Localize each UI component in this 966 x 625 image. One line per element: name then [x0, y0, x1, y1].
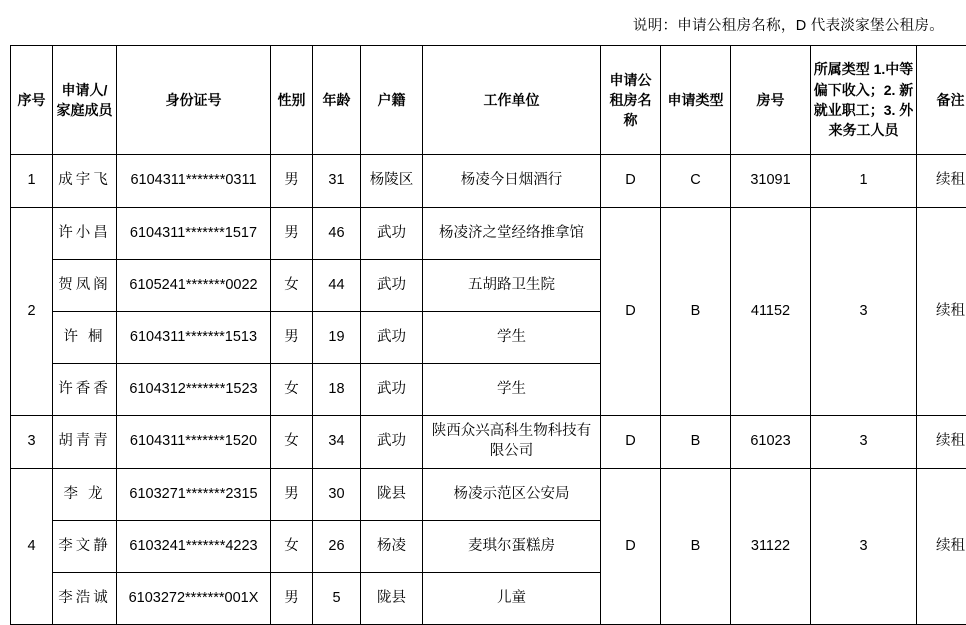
cell-name: 许小昌: [53, 208, 117, 260]
cell-apply-type: B: [661, 208, 731, 416]
table-row: [11, 155, 966, 208]
cell-age: 34: [313, 416, 361, 469]
cell-id: 6104312*******1523: [117, 364, 271, 416]
cell-id: 6103271*******2315: [117, 469, 271, 521]
cell-category: 3: [811, 416, 917, 469]
cell-hukou: 武功: [361, 260, 423, 312]
cell-work: 学生: [423, 312, 601, 364]
cell-name: 李浩诚: [53, 573, 117, 625]
cell-house-name: D: [601, 416, 661, 469]
cell-house-name: D: [601, 208, 661, 416]
table-container: [0, 45, 966, 625]
cell-remark: 续租: [917, 155, 966, 208]
applicant-table: [10, 45, 966, 625]
note-text: 说明：申请公租房名称，D 代表淡家堡公租房。: [0, 0, 966, 45]
cell-seq: 2: [11, 208, 53, 416]
cell-hukou: 武功: [361, 416, 423, 469]
cell-name: 贺凤阁: [53, 260, 117, 312]
cell-room-no: 31091: [731, 155, 811, 208]
cell-age: 44: [313, 260, 361, 312]
cell-sex: 男: [271, 208, 313, 260]
cell-age: 31: [313, 155, 361, 208]
cell-work: 五胡路卫生院: [423, 260, 601, 312]
cell-work: 麦琪尔蛋糕房: [423, 521, 601, 573]
header-sex: 性别: [271, 46, 313, 155]
cell-apply-type: C: [661, 155, 731, 208]
cell-name: 成宇飞: [53, 155, 117, 208]
cell-sex: 男: [271, 312, 313, 364]
cell-remark: 续租: [917, 416, 966, 469]
header-room-no: 房号: [731, 46, 811, 155]
cell-house-name: D: [601, 155, 661, 208]
cell-age: 5: [313, 573, 361, 625]
cell-name: 李文静: [53, 521, 117, 573]
header-remark: 备注: [917, 46, 966, 155]
cell-room-no: 61023: [731, 416, 811, 469]
cell-work: 杨凌今日烟酒行: [423, 155, 601, 208]
header-name: 申请人/家庭成员: [53, 46, 117, 155]
cell-id: 6103272*******001X: [117, 573, 271, 625]
cell-id: 6104311*******1517: [117, 208, 271, 260]
cell-seq: 1: [11, 155, 53, 208]
cell-sex: 女: [271, 260, 313, 312]
table-row: [11, 469, 966, 521]
cell-age: 30: [313, 469, 361, 521]
header-hukou: 户籍: [361, 46, 423, 155]
cell-remark: 续租: [917, 469, 966, 625]
cell-seq: 3: [11, 416, 53, 469]
cell-work: 儿童: [423, 573, 601, 625]
cell-age: 18: [313, 364, 361, 416]
header-id: 身份证号: [117, 46, 271, 155]
table-row: [11, 208, 966, 260]
cell-id: 6103241*******4223: [117, 521, 271, 573]
cell-work: 杨凌示范区公安局: [423, 469, 601, 521]
cell-name: 许香香: [53, 364, 117, 416]
header-work: 工作单位: [423, 46, 601, 155]
cell-remark: 续租: [917, 208, 966, 416]
table-body: [11, 155, 966, 625]
cell-id: 6104311*******1513: [117, 312, 271, 364]
cell-age: 19: [313, 312, 361, 364]
table-header: [11, 46, 966, 155]
cell-age: 26: [313, 521, 361, 573]
table-row: [11, 416, 966, 469]
cell-house-name: D: [601, 469, 661, 625]
cell-seq: 4: [11, 469, 53, 625]
cell-id: 6105241*******0022: [117, 260, 271, 312]
header-house-name: 申请公租房名称: [601, 46, 661, 155]
cell-hukou: 杨凌: [361, 521, 423, 573]
cell-hukou: 杨陵区: [361, 155, 423, 208]
cell-work: 陕西众兴高科生物科技有限公司: [423, 416, 601, 469]
header-seq: 序号: [11, 46, 53, 155]
cell-id: 6104311*******0311: [117, 155, 271, 208]
cell-work: 杨凌济之堂经络推拿馆: [423, 208, 601, 260]
header-row: [11, 46, 966, 155]
cell-apply-type: B: [661, 416, 731, 469]
cell-sex: 男: [271, 155, 313, 208]
cell-hukou: 武功: [361, 208, 423, 260]
cell-hukou: 武功: [361, 364, 423, 416]
cell-sex: 女: [271, 416, 313, 469]
cell-work: 学生: [423, 364, 601, 416]
cell-room-no: 41152: [731, 208, 811, 416]
cell-sex: 男: [271, 469, 313, 521]
cell-room-no: 31122: [731, 469, 811, 625]
cell-hukou: 陇县: [361, 469, 423, 521]
cell-category: 1: [811, 155, 917, 208]
cell-name: 许 桐: [53, 312, 117, 364]
cell-apply-type: B: [661, 469, 731, 625]
cell-sex: 女: [271, 521, 313, 573]
header-category: 所属类型 1.中等偏下收入；2. 新就业职工；3. 外来务工人员: [811, 46, 917, 155]
cell-sex: 男: [271, 573, 313, 625]
header-apply-type: 申请类型: [661, 46, 731, 155]
cell-category: 3: [811, 208, 917, 416]
cell-name: 胡青青: [53, 416, 117, 469]
cell-hukou: 武功: [361, 312, 423, 364]
cell-name: 李 龙: [53, 469, 117, 521]
cell-category: 3: [811, 469, 917, 625]
cell-hukou: 陇县: [361, 573, 423, 625]
cell-id: 6104311*******1520: [117, 416, 271, 469]
cell-sex: 女: [271, 364, 313, 416]
cell-age: 46: [313, 208, 361, 260]
header-age: 年龄: [313, 46, 361, 155]
